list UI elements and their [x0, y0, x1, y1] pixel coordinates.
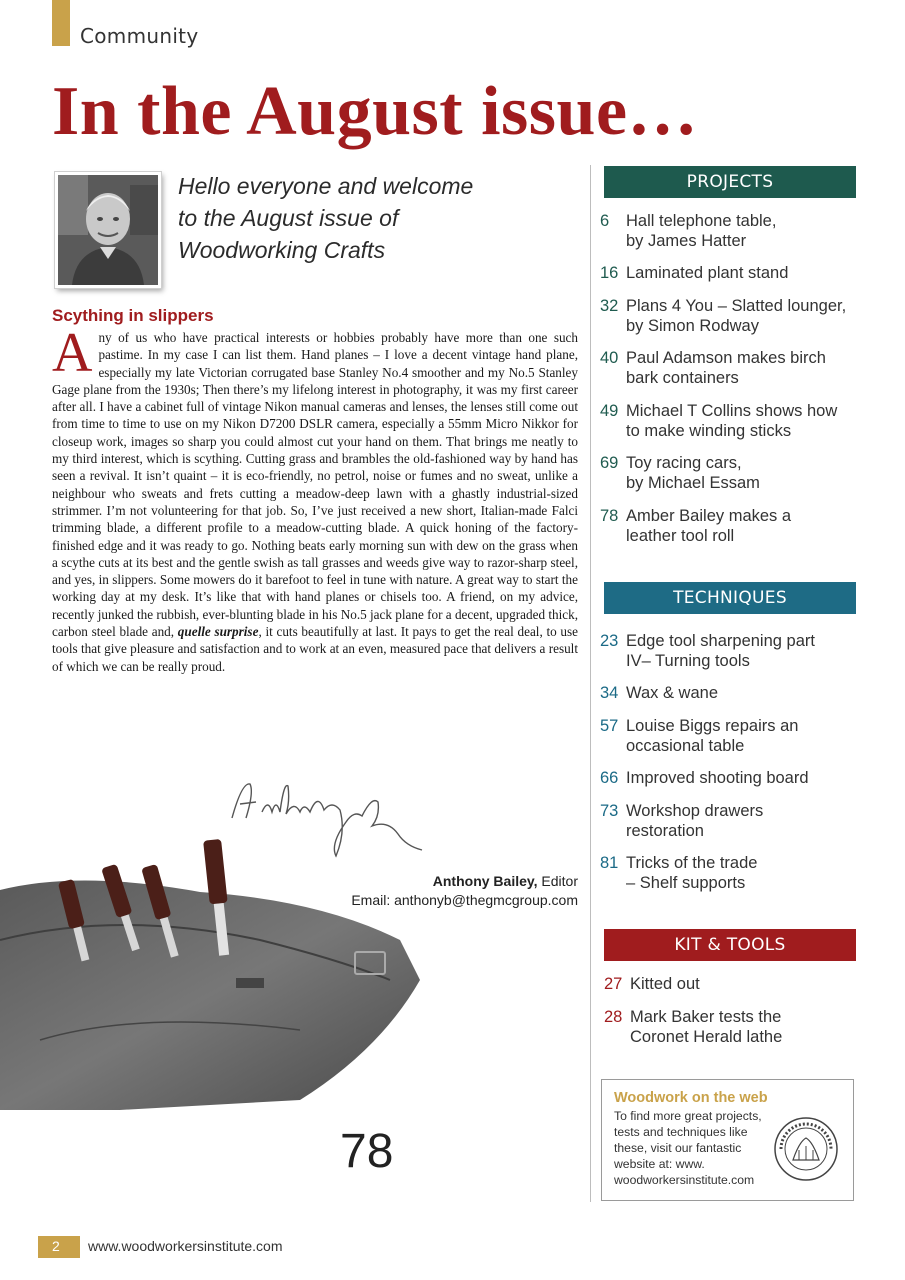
toc-title: Laminated plant stand: [626, 264, 789, 282]
toc-page-number: 16: [600, 264, 619, 282]
toc-page-number: 32: [600, 297, 619, 315]
drop-cap: A: [52, 322, 93, 384]
toc-title: Kitted out: [630, 975, 700, 993]
toc-item[interactable]: [600, 853, 870, 893]
toc-title: Plans 4 You – Slatted lounger, by Simon Rodway: [626, 297, 847, 335]
section-label: Community: [80, 24, 199, 48]
toc-page-number: 73: [600, 802, 619, 820]
toc-page-number: 66: [600, 769, 619, 787]
category-techniques-header: TECHNIQUES: [604, 582, 856, 614]
toc-item[interactable]: [600, 801, 870, 841]
toc-item[interactable]: [600, 453, 870, 493]
toc-title: Paul Adamson makes birch bark containers: [626, 349, 826, 387]
toc-item[interactable]: [600, 263, 870, 283]
editor-role: Editor: [537, 873, 578, 889]
article-italic: quelle surprise: [177, 624, 259, 640]
web-promo-title: Woodwork on the web: [614, 1090, 768, 1106]
tool-roll-image: [0, 830, 440, 1110]
editor-photo: [55, 172, 161, 288]
toc-item[interactable]: [600, 768, 870, 788]
toc-page-number: 49: [600, 402, 619, 420]
toc-title: Wax & wane: [626, 684, 719, 702]
article-text-end: , it cuts beautifully at last. It pays to get the real deal, to use tools that give pleasure and satisfaction and to work at an even, measured pace that delivers a result of which we can be really proud.: [52, 624, 579, 674]
intro-line: Woodworking Crafts: [178, 237, 386, 263]
toc-item[interactable]: [600, 683, 870, 703]
toc-page-number: 6: [600, 212, 610, 230]
toc-title: Louise Biggs repairs an occasional table: [626, 717, 799, 755]
toc-title: Improved shooting board: [626, 769, 809, 787]
toc-item[interactable]: [600, 211, 870, 251]
toc-item[interactable]: [600, 348, 870, 388]
editor-email: Email: anthonyb@thegmcgroup.com: [351, 892, 578, 908]
footer-page-number: 2: [52, 1238, 60, 1254]
toc-title: Mark Baker tests the Coronet Herald lathe: [630, 1008, 783, 1046]
toc-item[interactable]: [600, 716, 870, 756]
web-promo-text: To find more great projects, tests and techniques like these, visit our fantastic website at: www. woodworkersinstitute.com: [614, 1109, 762, 1187]
toc-item[interactable]: [600, 506, 870, 546]
article-body: [52, 322, 579, 675]
toc-title: Hall telephone table, by James Hatter: [626, 212, 777, 250]
category-kit-header: KIT & TOOLS: [604, 929, 856, 961]
toc-title: Toy racing cars, by Michael Essam: [626, 454, 760, 492]
intro-line: Hello everyone and welcome: [178, 173, 474, 199]
toc-title: Workshop drawers restoration: [626, 802, 764, 840]
toc-page-number: 57: [600, 717, 619, 735]
editor-name: Anthony Bailey,: [432, 873, 538, 889]
toc-title: Edge tool sharpening part IV– Turning tools: [626, 632, 815, 670]
page-title: In the August issue…: [52, 73, 699, 150]
column-divider: [590, 165, 591, 1202]
toc-item[interactable]: [604, 974, 874, 994]
toc-item[interactable]: [600, 401, 870, 441]
category-projects-header: PROJECTS: [604, 166, 856, 198]
toc-item[interactable]: [604, 1007, 874, 1047]
footer-url[interactable]: www.woodworkersinstitute.com: [88, 1238, 283, 1254]
toc-page-number: 27: [604, 975, 623, 993]
toc-title: Michael T Collins shows how to make winding sticks: [626, 402, 838, 440]
toc-page-number: 69: [600, 454, 619, 472]
article-heading: Scything in slippers: [52, 306, 214, 325]
toc-item[interactable]: [600, 631, 870, 671]
toc-title: Tricks of the trade – Shelf supports: [626, 854, 758, 892]
intro-line: to the August issue of: [178, 205, 399, 231]
toc-page-number: 28: [604, 1008, 623, 1026]
web-promo-box: [601, 1079, 854, 1201]
toc-page-number: 23: [600, 632, 619, 650]
intro-text: [178, 170, 518, 266]
toc-page-number: 78: [600, 507, 619, 525]
institute-seal-icon: [773, 1116, 839, 1182]
feature-page-number: 78: [340, 1125, 394, 1178]
toc-item[interactable]: [600, 296, 870, 336]
toc-page-number: 81: [600, 854, 619, 872]
toc-page-number: 40: [600, 349, 619, 367]
toc-title: Amber Bailey makes a leather tool roll: [626, 507, 792, 545]
section-tab: [52, 0, 70, 46]
article-text: ny of us who have practical interests or hobbies probably have more than one such pastime. In my case I can list them. Hand planes – I love a decent vintage hand plane, especially my late Victorian corrugated base Stanley No.4 smoother and my No.5 Stanley Gage plane from the 1930s; Then there’s my lifelong interest in photography, it was my first career after all. I have a cabinet full of vintage Nikon manual cameras and lenses, the lenses still come out from time to time to use on my Nikon D7200 DSLR camera, especially a 55mm Micro Nikkor for closeup work, images so sharp you could almost cut your hand on them. That brings me neatly to my third interest, which is scything. Cutting grass and brambles the old-fashioned way by hand has seen a revival. It isn’t quaint – it is eco-friendly, no petrol, noise or fumes and no sweat, unlike a neighbour who sweats and frets cutting a meadow-deep lawn with a ghastly industrial-sized strimmer. I’m not volunteering for that job. So, I’ve just received a new short, Italian-made Falci trimming blade, a different profile to a meadow-cutting blade. A quick honing of the factory-finished edge and it was ready to go. Nothing beats early morning sun with dew on the grass when a scythe cuts at its best and the gentle swish as tall grasses and weeds give way to razor-sharp steel, and yes, in slippers. Some mowers do it barefoot to feel in tune with nature. A great way to start the working day at my desk. It’s like that with hand planes or chisels too. A friend, on my advice, recently junked the rubbish, ever-blunting blade in his No.5 jack plane for a decent, upgraded thick, carbon steel blade and,: [52, 330, 578, 640]
toc-page-number: 34: [600, 684, 619, 702]
